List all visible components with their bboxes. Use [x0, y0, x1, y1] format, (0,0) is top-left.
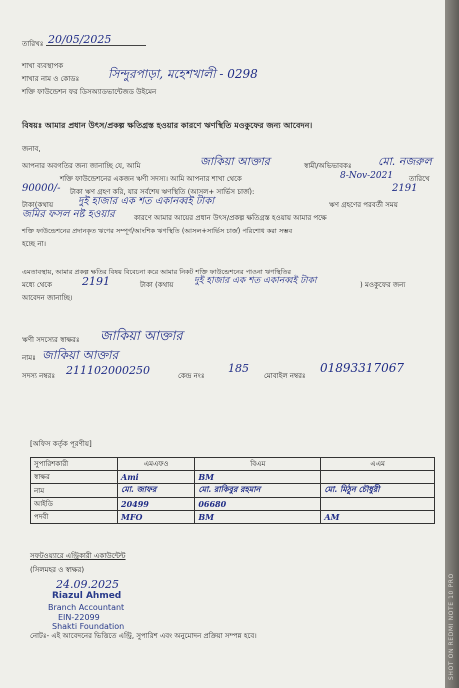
office-section-title: [অফিস কর্তৃক পূরণীয়]: [30, 440, 92, 448]
body-line-5: [22, 209, 437, 225]
date-underline: [46, 45, 146, 46]
footer-note: নোটঃ- এই আবেদনের ভিত্তিতে এন্ট্রি, সুপারিশ এবং অনুমোদন প্রক্রিয়া সম্পন্ন হবে।: [30, 632, 257, 640]
bm-name: মো. রাকিবুর রহমান: [195, 484, 321, 498]
row-label: স্বাক্ষর: [31, 471, 118, 484]
accountant-label: সফটওয়্যারে এন্ট্রিকারী একাউন্টেন্ট: [30, 552, 126, 560]
row-label: পদবী: [31, 511, 118, 524]
request-paragraph: [22, 266, 437, 305]
table-header-cell: এএম: [321, 458, 435, 471]
am-signature: [321, 471, 435, 484]
loan-amount-fill: 90000/-: [22, 183, 61, 194]
stamp-title: Branch Accountant: [48, 603, 125, 612]
body-text: তারিখে: [409, 175, 430, 183]
reason-fill: জমির ফসল নষ্ট হওয়ার: [22, 209, 115, 220]
body-text: মধ্যে থেকে: [22, 281, 52, 289]
organization-name: শক্তি ফাউন্ডেশন ফর ডিসঅ্যাডভান্টেজড উইমেন: [22, 88, 157, 96]
branch-value: সিন্দুরপাড়া, মহেশখালী - 0298: [108, 67, 258, 81]
body-text: এমতাবস্থায়, আমার প্রকল্প ক্ষতির বিষয় বিবেচনা করে আমার নিকট শক্তি ফাউন্ডেশনের পাওনা ঋণস্থিতির: [22, 268, 292, 276]
body-text: ঋণ গ্রহণের পরবর্তী সময়: [329, 201, 398, 209]
table-row: [31, 498, 435, 511]
waiver-words-fill: দুই হাজার এক শত একানব্বই টাকা: [194, 276, 317, 286]
stamp-org: Shakti Foundation: [52, 622, 125, 631]
branch-label: শাখার নাম ও কোডঃ: [22, 75, 80, 83]
member-signature: জাকিয়া আক্তার: [100, 329, 183, 344]
mfo-name: মো. জাফর: [118, 484, 195, 498]
bm-id: 06680: [195, 498, 321, 511]
bm-designation: BM: [195, 511, 321, 524]
table-header-row: [31, 458, 435, 471]
mobile-number: 01893317067: [320, 361, 404, 375]
amount-words-fill: দুই হাজার এক শত একানব্বই টাকা: [78, 196, 215, 207]
stamp-name: Riazul Ahmed: [52, 591, 122, 601]
body-text: হচ্ছে না।: [22, 240, 47, 248]
request-line-2: [22, 275, 437, 292]
waiver-amount-fill: 2191: [82, 275, 110, 288]
member-number-label: সদস্য নম্বরঃ: [22, 372, 56, 380]
body-line-7: [22, 238, 437, 251]
member-name: জাকিয়া আক্তার: [42, 348, 119, 362]
subject-line: বিষয়ঃ আমার প্রধান উৎস/প্রকল্প ক্ষতিগ্রস্ত হওয়ার কারণে ঋণস্থিতি মওকুফের জন্য আবেদন।: [22, 121, 313, 130]
body-text: কারণে আমার আয়ের প্রধান উৎস/প্রকল্প ক্ষতিগ্রস্ত হওয়ায় আমার পক্ষে: [134, 214, 327, 222]
mfo-id: 20499: [118, 498, 195, 511]
mfo-signature: Ami: [118, 471, 195, 484]
request-line-3: [22, 292, 437, 305]
member-number: 211102000250: [66, 364, 150, 377]
table-header-cell: বিএম: [195, 458, 321, 471]
table-row: [31, 511, 435, 524]
body-text: টাকা (কথায়: [140, 281, 174, 289]
date-label: তারিখঃ: [22, 40, 44, 48]
balance-fill: 2191: [392, 183, 418, 194]
body-text: টাকা ঋণ গ্রহণ করি, যার সর্বশেষ ঋণস্থিতি (আসল+ সার্ভিস চার্জ):: [70, 188, 255, 196]
table-header-cell: এমএফও: [118, 458, 195, 471]
camera-watermark: SHOT ON REDMI NOTE 10 PRO: [448, 573, 455, 680]
am-id: [321, 498, 435, 511]
guardian-label: স্বামী/অভিভাবকঃ: [304, 162, 352, 170]
center-number: 185: [228, 362, 249, 375]
date-value: 20/05/2025: [48, 33, 112, 46]
addressee: শাখা ব্যবস্থাপক: [22, 62, 64, 70]
member-signature-label: ঋণী সদস্যের স্বাক্ষরঃ: [22, 336, 80, 344]
body-text: শক্তি ফাউন্ডেশনের একজন ঋণী সদস্য। আমি আপনার শাখা থেকে: [60, 175, 242, 183]
stamp-ein: EIN-22099: [58, 613, 100, 622]
office-use-table: [30, 457, 435, 524]
row-label: আইডি: [31, 498, 118, 511]
applicant-name-fill: জাকিয়া আক্তার: [200, 155, 270, 168]
mfo-designation: MFO: [118, 511, 195, 524]
approval-date: 24.09.2025: [56, 578, 119, 591]
am-designation: AM: [321, 511, 435, 524]
body-text: আবেদন জানাচ্ছি।: [22, 294, 73, 302]
table-row: [31, 484, 435, 498]
member-name-label: নামঃ: [22, 354, 36, 362]
am-name: মো. মিঠুন চৌধুরী: [321, 484, 435, 498]
body-line-2: [22, 173, 437, 186]
application-body: [22, 155, 437, 251]
body-text: শক্তি ফাউন্ডেশনের প্রদানকৃত ঋণের সম্পূর্ণ/আংশিক ঋণস্থিতি (আসল+সার্ভিস চার্জ) পরিশোধ করা সম্ভব: [22, 227, 293, 235]
salutation: জনাব,: [22, 145, 41, 153]
center-number-label: কেন্দ্র নংঃ: [178, 372, 205, 380]
body-text: টাকা(কথায়: [22, 201, 54, 209]
body-text: আপনার অবগতির জন্য জানাচ্ছি যে, আমি: [22, 162, 141, 170]
table-header-cell: সুপারিশকারী: [31, 458, 118, 471]
table-row: [31, 471, 435, 484]
guardian-fill: মো. নজরুল: [378, 155, 432, 168]
body-line-6: [22, 225, 437, 238]
row-label: নাম: [31, 484, 118, 498]
body-text: ) মওকুফের জন্য: [360, 281, 406, 289]
mobile-label: মোবাইল নম্বরঃ: [264, 372, 306, 380]
seal-signature-label: (সিলমহর ও স্বাক্ষর): [30, 566, 85, 574]
bm-signature: BM: [195, 471, 321, 484]
loan-date-fill: 8-Nov-2021: [340, 171, 394, 181]
